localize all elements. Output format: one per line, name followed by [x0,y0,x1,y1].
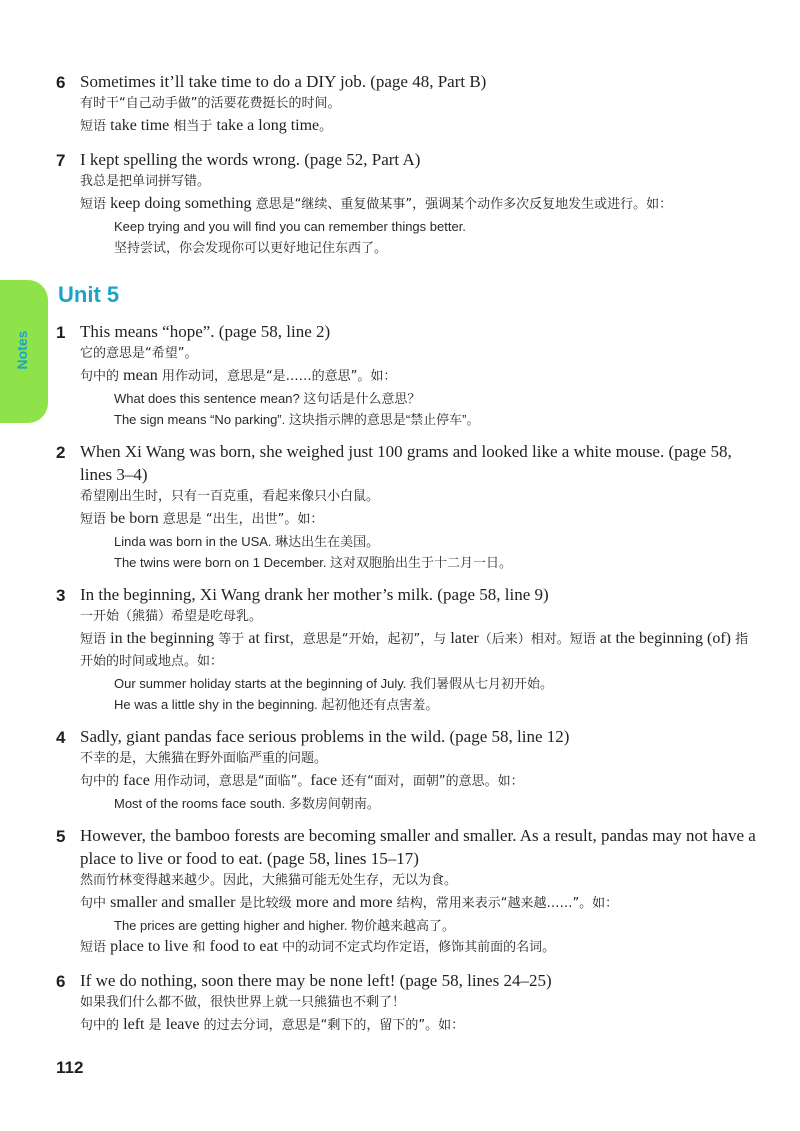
note-number: 3 [56,586,66,605]
example-sentence: Most of the rooms face south. 多数房间朝南。 [114,796,380,811]
example-sentence: He was a little shy in the beginning. 起初他还有点害羞。 [114,697,439,712]
note-number: 7 [56,151,66,170]
note-translation: 它的意思是“希望”。 [80,346,198,361]
example-sentence: Keep trying and you will find you can remember things better. [114,219,466,234]
note-translation: 如果我们什么都不做，很快世界上就一只熊猫也不剩了！ [80,995,406,1010]
note-item [56,440,756,573]
note-translation: 然而竹林变得越来越少。因此，大熊猫可能无处生存，无以为食。 [80,873,458,888]
note-translation: 我总是把单词拼写错。 [80,174,211,189]
note-number: 4 [56,728,66,747]
note-number: 5 [56,827,66,846]
note-number: 1 [56,323,66,342]
note-translation: 不幸的是，大熊猫在野外面临严重的问题。 [80,751,328,766]
note-item [56,148,756,258]
note-explanation: 短语 be born 意思是 “出生，出世”。如： [80,510,324,527]
note-explanation: 句中 smaller and smaller 是比较级 more and more 结构，常用来表示“越来越……”。如： [80,894,619,911]
note-explanation: 短语 place to live 和 food to eat 中的动词不定式均作定语，修饰其前面的名词。 [80,938,556,955]
notes-content [56,70,756,1047]
example-sentence: What does this sentence mean? 这句话是什么意思？ [114,391,421,406]
note-explanation: 句中的 left 是 leave 的过去分词，意思是“剩下的，留下的”。如： [80,1016,465,1033]
note-translation: 一开始（熊猫）希望是吃母乳。 [80,609,263,624]
note-english: When Xi Wang was born, she weighed just 100 grams and looked like a white mouse. (page 58, lines 3–4) [80,442,732,484]
note-english: If we do nothing, soon there may be none left! (page 58, lines 24–25) [80,971,552,990]
note-english: Sadly, giant pandas face serious problems in the wild. (page 58, line 12) [80,727,570,746]
note-number: 6 [56,972,66,991]
note-number: 6 [56,73,66,92]
note-item [56,70,756,138]
example-sentence: Linda was born in the USA. 琳达出生在美国。 [114,534,380,549]
note-english: In the beginning, Xi Wang drank her mother’s milk. (page 58, line 9) [80,585,549,604]
note-number: 2 [56,443,66,462]
note-explanation: 短语 in the beginning 等于 at first，意思是“开始，起初”，与 later（后来）相对。短语 at the beginning (of) 指开始的时间或地点。如： [80,630,749,669]
note-item [56,725,756,814]
example-translation: 坚持尝试，你会发现你可以更好地记住东西了。 [114,240,388,255]
note-item [56,824,756,959]
note-explanation: 短语 keep doing something 意思是“继续、重复做某事”，强调某个动作多次反复地发生或进行。如： [80,195,673,212]
note-explanation: 句中的 mean 用作动词，意思是“是……的意思”。如： [80,367,397,384]
note-translation: 希望刚出生时，只有一百克重，看起来像只小白鼠。 [80,489,380,504]
note-translation: 有时干“自己动手做”的活要花费挺长的时间。 [80,96,341,111]
page-number: 112 [56,1058,84,1077]
note-english: Sometimes it’ll take time to do a DIY job. (page 48, Part B) [80,72,487,91]
note-item [56,320,756,430]
example-sentence: The sign means “No parking”. 这块指示牌的意思是“禁止停车”。 [114,412,480,427]
example-sentence: The twins were born on 1 December. 这对双胞胎出生于十二月一日。 [114,555,513,570]
notes-tab-label: Notes [14,330,30,370]
note-explanation: 句中的 face 用作动词，意思是“面临”。face 还有“面对，面朝”的意思。如： [80,772,524,789]
unit-title: Unit 5 [58,282,120,307]
note-item [56,969,756,1037]
note-english: However, the bamboo forests are becoming smaller and smaller. As a result, pandas may not have a place to live or food to eat. (page 58, lines 15–17) [80,826,756,868]
note-english: This means “hope”. (page 58, line 2) [80,322,331,341]
note-explanation: 短语 take time 相当于 take a long time。 [80,117,333,134]
note-english: I kept spelling the words wrong. (page 52, Part A) [80,150,421,169]
example-sentence: The prices are getting higher and higher. 物价越来越高了。 [114,918,456,933]
example-sentence: Our summer holiday starts at the beginning of July. 我们暑假从七月初开始。 [114,676,554,691]
note-item [56,583,756,715]
